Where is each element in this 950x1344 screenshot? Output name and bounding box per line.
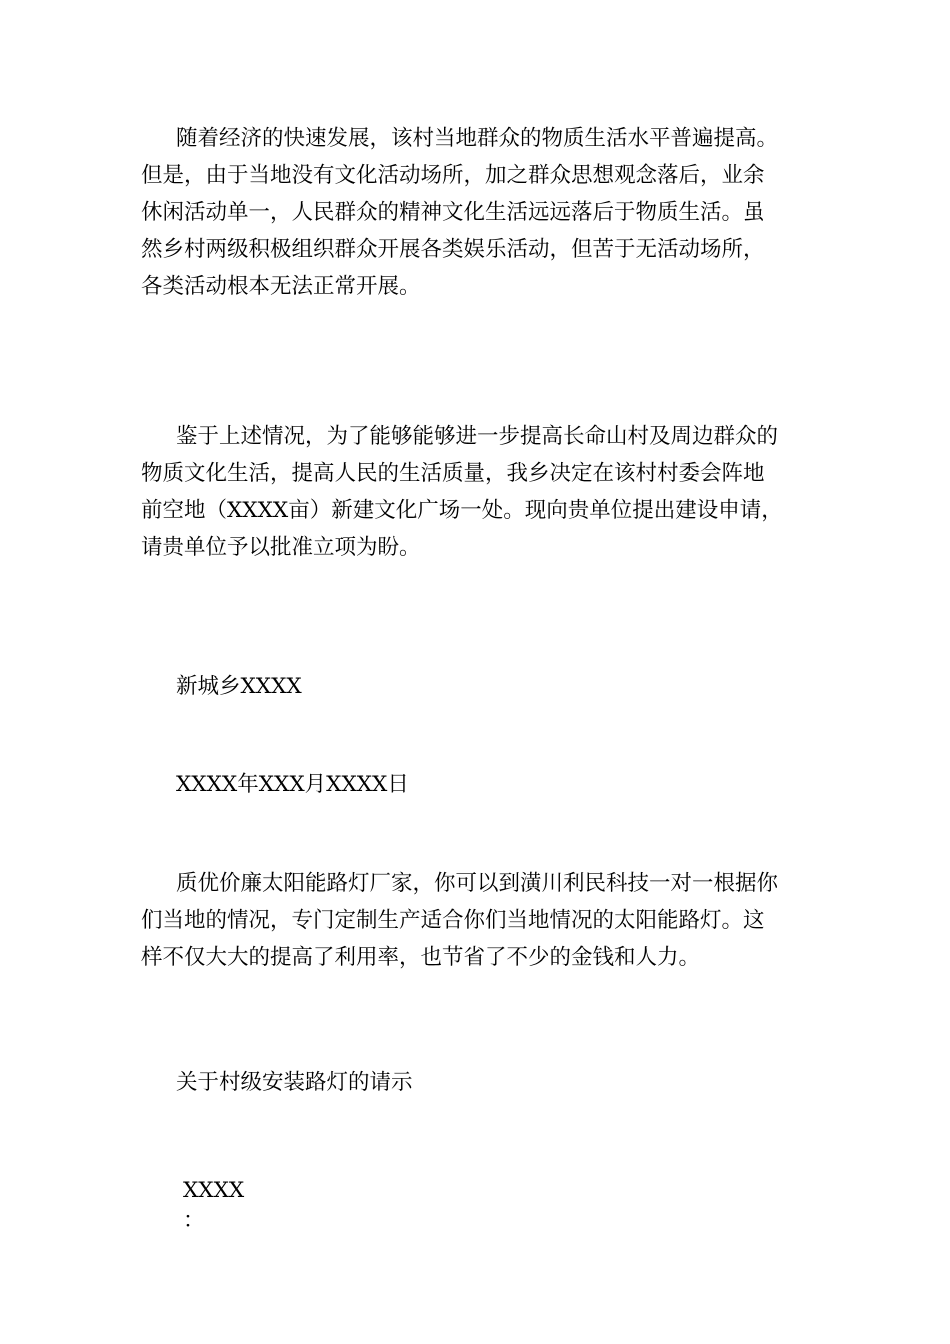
addressee-name: XXXX: [183, 1178, 245, 1203]
paragraph-line: 休闲活动单一，人民群众的精神文化生活远远落后于物质生活。虽: [141, 200, 765, 225]
paragraph-line: 请贵单位予以批准立项为盼。: [141, 535, 421, 560]
paragraph-solar-lights: [141, 865, 811, 976]
paragraph-line: 质优价廉太阳能路灯厂家，你可以到潢川利民科技一对一根据你: [176, 871, 779, 896]
paragraph-request: [141, 418, 811, 566]
paragraph-line: 物质文化生活，提高人民的生活质量，我乡决定在该村村委会阵地: [141, 461, 765, 486]
paragraph-line: 各类活动根本无法正常开展。: [141, 274, 421, 299]
paragraph-line: 们当地的情况，专门定制生产适合你们当地情况的太阳能路灯。这: [141, 908, 765, 933]
paragraph-line: 然乡村两级积极组织群众开展各类娱乐活动，但苦于无活动场所，: [141, 237, 765, 262]
heading: [141, 1064, 811, 1101]
addressee: [183, 1176, 853, 1236]
paragraph-line: 前空地（XXXX亩）新建文化广场一处。现向贵单位提出建设申请，: [141, 498, 783, 523]
addressee-colon: ：: [183, 1208, 205, 1233]
paragraph-line: 样不仅大大的提高了利用率，也节省了不少的金钱和人力。: [141, 945, 701, 970]
signature: [141, 668, 811, 705]
signature-text: 新城乡XXXX: [176, 674, 302, 699]
heading-text: 关于村级安装路灯的请示: [176, 1070, 413, 1095]
paragraph-line: 鉴于上述情况，为了能够能够进一步提高长命山村及周边群众的: [176, 424, 779, 449]
date-text: XXXX年XXX月XXXX日: [176, 772, 409, 797]
date: [141, 766, 811, 803]
paragraph-development: [141, 120, 811, 305]
paragraph-line: 随着经济的快速发展，该村当地群众的物质生活水平普遍提高。: [176, 126, 779, 151]
paragraph-line: 但是，由于当地没有文化活动场所，加之群众思想观念落后，业余: [141, 163, 765, 188]
